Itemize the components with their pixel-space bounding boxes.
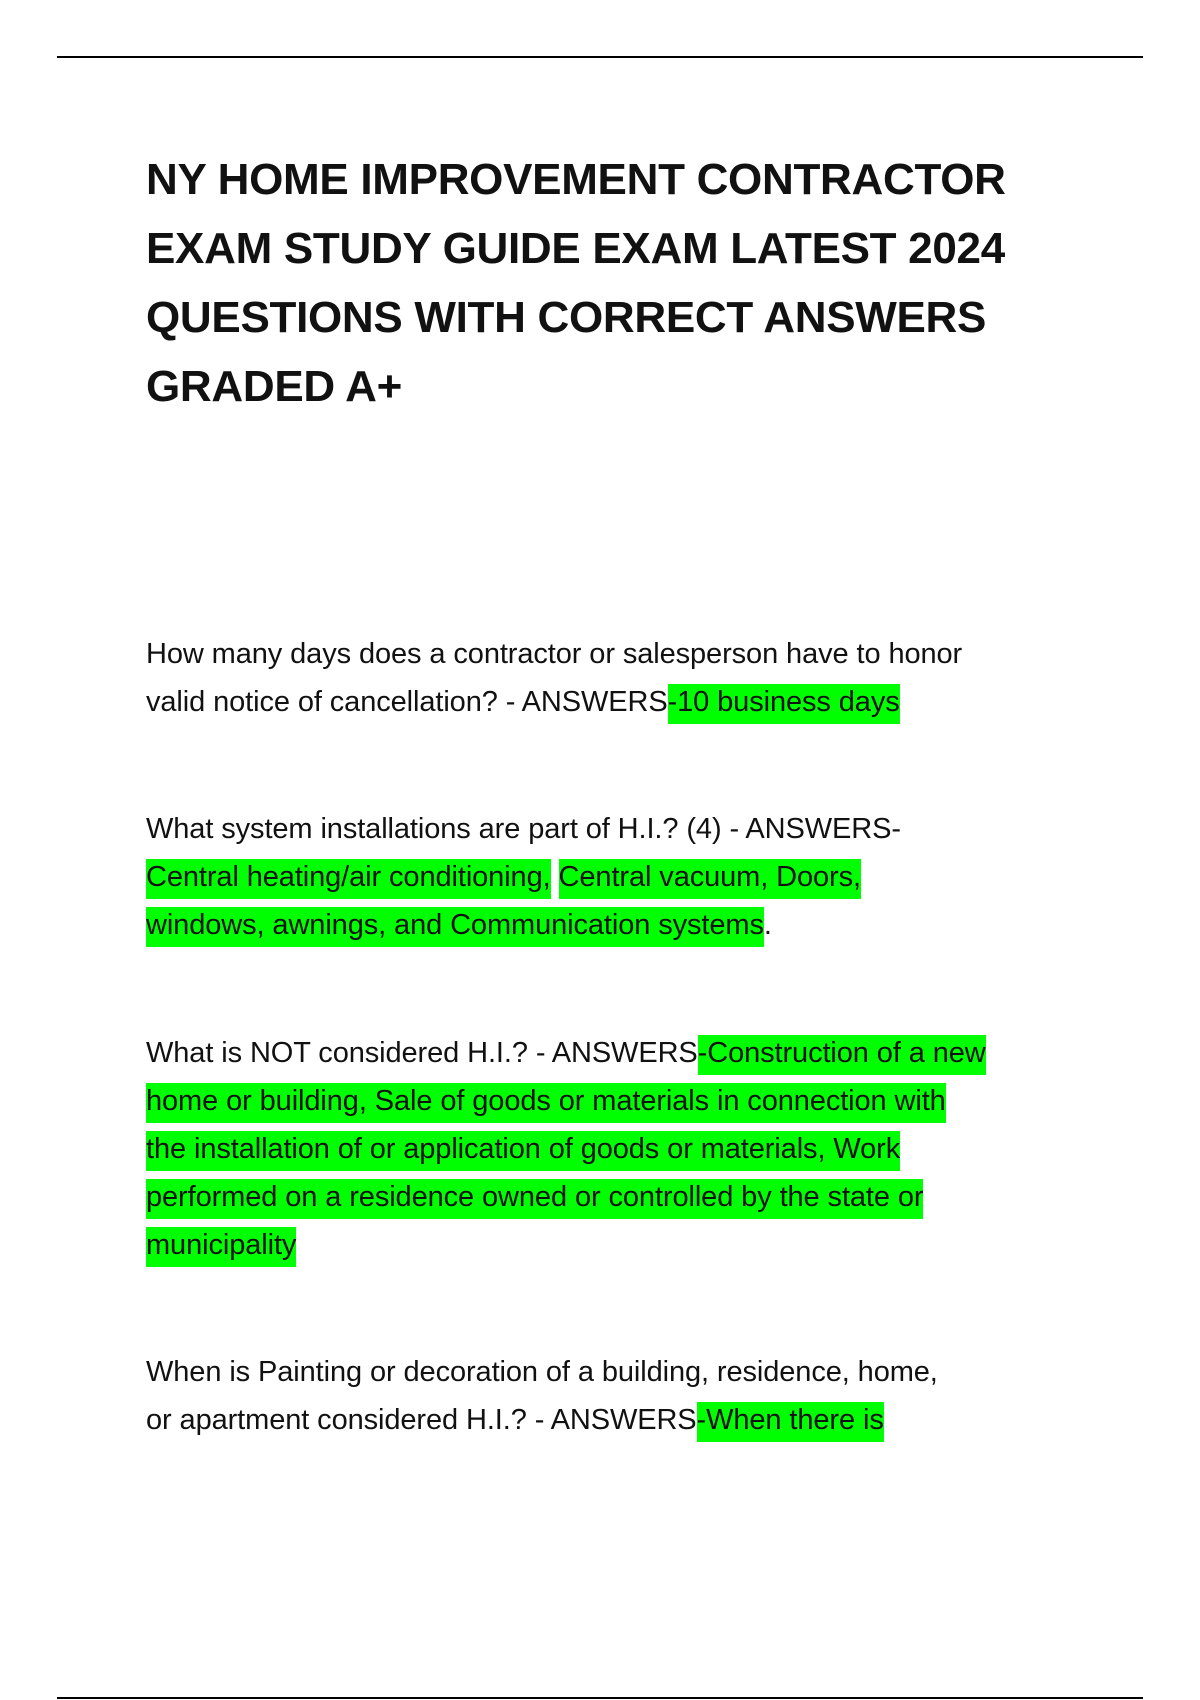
- answer-highlight: -Construction of a new: [698, 1035, 986, 1075]
- answer-highlight: -When there is: [697, 1402, 884, 1442]
- bottom-rule: [57, 1697, 1143, 1699]
- answer-separator: [551, 861, 559, 893]
- question-text: How many days does a contractor or salesperson have to honor: [146, 638, 963, 670]
- question-line: [146, 630, 1086, 678]
- title-line: GRADED A+: [146, 362, 403, 411]
- answer-highlight: Central heating/air conditioning,: [146, 859, 551, 899]
- top-rule: [57, 56, 1143, 58]
- question-line: [146, 805, 1086, 853]
- question-text: valid notice of cancellation? - ANSWERS: [146, 686, 668, 718]
- document-title: [146, 145, 1086, 421]
- answer-line: [146, 853, 1086, 901]
- answer-highlight: municipality: [146, 1227, 296, 1267]
- answer-line: [146, 1173, 1086, 1221]
- question-text: What system installations are part of H.I.? (4) - ANSWERS-: [146, 813, 901, 845]
- title-line: NY HOME IMPROVEMENT CONTRACTOR: [146, 155, 1006, 204]
- answer-highlight: windows, awnings, and Communication systems: [146, 907, 764, 947]
- qa-item-not-hi: [146, 1029, 1086, 1269]
- qa-item-painting: [146, 1348, 1086, 1444]
- question-text: What is NOT considered H.I.? - ANSWERS: [146, 1037, 698, 1069]
- qa-item-cancellation: [146, 630, 1086, 726]
- answer-highlight: the installation of or application of goods or materials, Work: [146, 1131, 900, 1171]
- question-line: [146, 1029, 1086, 1077]
- question-text: or apartment considered H.I.? - ANSWERS: [146, 1404, 697, 1436]
- title-line: QUESTIONS WITH CORRECT ANSWERS: [146, 293, 987, 342]
- question-line: [146, 1348, 1086, 1396]
- question-line: [146, 678, 1086, 726]
- answer-line: [146, 901, 1086, 949]
- answer-line: [146, 1125, 1086, 1173]
- answer-highlight: Central vacuum, Doors,: [559, 859, 861, 899]
- answer-line: [146, 1221, 1086, 1269]
- answer-highlight: performed on a residence owned or controlled by the state or: [146, 1179, 923, 1219]
- answer-punctuation: .: [763, 909, 772, 941]
- answer-line: [146, 1077, 1086, 1125]
- title-line: EXAM STUDY GUIDE EXAM LATEST 2024: [146, 224, 1005, 273]
- qa-item-system-installations: [146, 805, 1086, 949]
- answer-highlight: -10 business days: [668, 684, 900, 724]
- question-text: When is Painting or decoration of a building, residence, home,: [146, 1356, 938, 1388]
- question-line: [146, 1396, 1086, 1444]
- answer-highlight: home or building, Sale of goods or materials in connection with: [146, 1083, 946, 1123]
